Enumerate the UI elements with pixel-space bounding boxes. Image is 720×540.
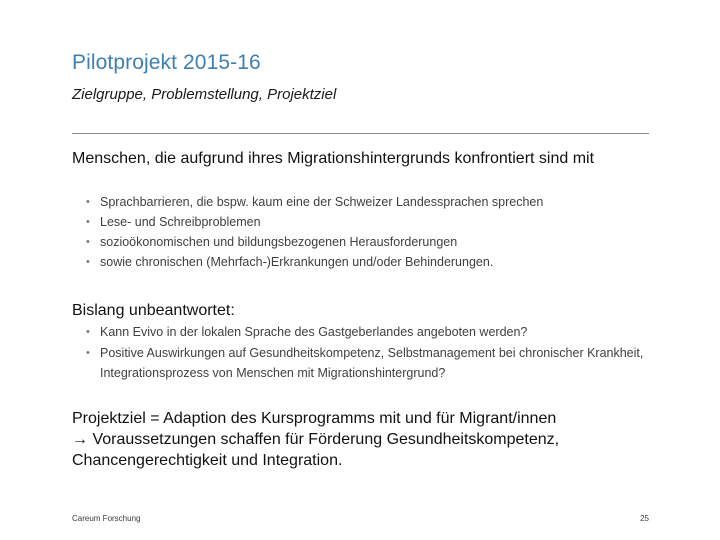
section-heading-open-questions: Bislang unbeantwortet: bbox=[72, 302, 235, 319]
target-group-list bbox=[86, 192, 646, 272]
list-item-text: Positive Auswirkungen auf Gesundheitskompetenz, Selbstmanagement bei chronischer Krankheit, Integrationsprozess von Menschen mit Migrationshintergrund? bbox=[100, 346, 644, 380]
slide-subtitle: Zielgruppe, Problemstellung, Projektziel bbox=[72, 86, 337, 103]
divider bbox=[72, 133, 649, 134]
list-item bbox=[86, 232, 646, 252]
bullet-icon: • bbox=[86, 256, 90, 268]
project-goal-line-3: Chancengerechtigkeit und Integration. bbox=[72, 452, 343, 469]
list-item-text: Lese- und Schreibproblemen bbox=[100, 215, 261, 229]
list-item-text: sozioökonomischen und bildungsbezogenen Herausforderungen bbox=[100, 235, 458, 249]
section-heading-target-group: Menschen, die aufgrund ihres Migrationshintergrunds konfrontiert sind mit bbox=[72, 150, 595, 167]
list-item bbox=[86, 252, 646, 272]
open-questions-list bbox=[86, 322, 666, 384]
project-goal bbox=[72, 408, 672, 471]
list-item bbox=[86, 322, 666, 343]
bullet-icon: • bbox=[86, 216, 90, 228]
list-item-text: Kann Evivo in der lokalen Sprache des Gastgeberlandes angeboten werden? bbox=[100, 325, 528, 339]
list-item bbox=[86, 212, 646, 232]
page-number: 25 bbox=[640, 514, 649, 523]
bullet-icon: • bbox=[86, 326, 90, 338]
slide-title: Pilotprojekt 2015-16 bbox=[72, 51, 261, 74]
list-item bbox=[86, 343, 666, 384]
project-goal-line-1: Projektziel = Adaption des Kursprogramms mit und für Migrant/innen bbox=[72, 410, 557, 427]
list-item-text: sowie chronischen (Mehrfach-)Erkrankungen und/oder Behinderungen. bbox=[100, 255, 494, 269]
bullet-icon: • bbox=[86, 236, 90, 248]
footer-organization: Careum Forschung bbox=[72, 514, 141, 523]
bullet-icon: • bbox=[86, 196, 90, 208]
list-item bbox=[86, 192, 646, 212]
list-item-text: Sprachbarrieren, die bspw. kaum eine der Schweizer Landessprachen sprechen bbox=[100, 195, 544, 209]
project-goal-line-2: → Voraussetzungen schaffen für Förderung Gesundheitskompetenz, bbox=[72, 431, 560, 448]
bullet-icon: • bbox=[86, 347, 90, 359]
